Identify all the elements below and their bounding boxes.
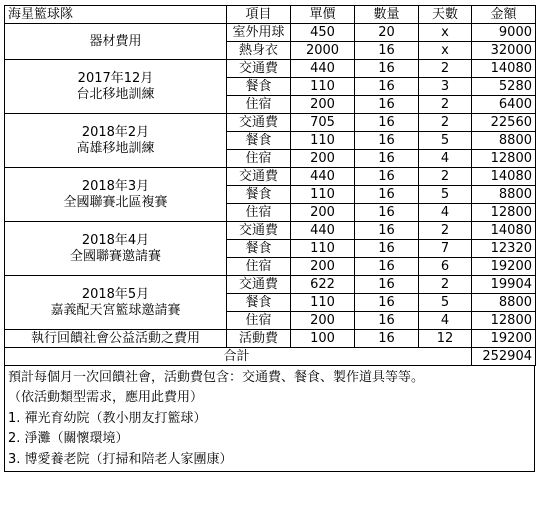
amount-cell: 12320 [472,240,536,258]
group-label-line: 台北移地訓練 [76,86,155,102]
days-cell: 5 [419,294,472,312]
group-label-line: 全國聯賽北區複賽 [63,194,168,210]
amount-cell: 14080 [472,60,536,78]
days-cell: x [419,42,472,60]
days-cell: 2 [419,114,472,132]
item-cell: 住宿 [227,312,291,330]
group-label [5,60,227,114]
group-label-line: 全國聯賽邀請賽 [69,248,161,264]
quantity-cell: 16 [355,60,419,78]
group-label-line: 2018年2月 [81,124,150,140]
amount-cell: 12800 [472,312,536,330]
quantity-cell: 16 [355,330,419,348]
quantity-cell: 16 [355,42,419,60]
quantity-cell: 16 [355,294,419,312]
item-cell: 餐食 [227,132,291,150]
quantity-cell: 20 [355,24,419,42]
item-cell: 餐食 [227,294,291,312]
budget-sheet [4,5,535,472]
quantity-cell: 16 [355,186,419,204]
amount-cell: 19200 [472,330,536,348]
note-line: 2. 淨灘（關懷環境） [8,431,129,447]
quantity-cell: 16 [355,312,419,330]
price-cell: 440 [291,222,355,240]
team-title: 海星籃球隊 [5,6,227,24]
item-cell: 熱身衣 [227,42,291,60]
group-label [5,114,227,168]
header-quantity: 數量 [355,6,419,24]
header-unit-price: 單價 [291,6,355,24]
amount-cell: 32000 [472,42,536,60]
item-cell: 住宿 [227,204,291,222]
days-cell: 5 [419,132,472,150]
price-cell: 200 [291,150,355,168]
price-cell: 200 [291,258,355,276]
days-cell: 2 [419,96,472,114]
table-row [5,60,536,78]
price-cell: 110 [291,186,355,204]
price-cell: 110 [291,294,355,312]
item-cell: 交通費 [227,114,291,132]
price-cell: 622 [291,276,355,294]
group-label [5,222,227,276]
quantity-cell: 16 [355,78,419,96]
quantity-cell: 16 [355,258,419,276]
item-cell: 交通費 [227,168,291,186]
price-cell: 200 [291,312,355,330]
budget-table [4,5,536,366]
budget-table-body [5,6,536,366]
quantity-cell: 16 [355,132,419,150]
header-item: 項目 [227,6,291,24]
days-cell: 2 [419,276,472,294]
amount-cell: 14080 [472,168,536,186]
amount-cell: 8800 [472,294,536,312]
group-label-line: 高雄移地訓練 [76,140,155,156]
item-cell: 交通費 [227,60,291,78]
table-row [5,168,536,186]
table-row [5,24,536,42]
table-row [5,276,536,294]
group-label [5,276,227,330]
days-cell: 7 [419,240,472,258]
item-cell: 活動費 [227,330,291,348]
quantity-cell: 16 [355,276,419,294]
days-cell: 5 [419,186,472,204]
title-row [5,6,536,24]
group-label [5,24,227,60]
days-cell: 2 [419,222,472,240]
price-cell: 200 [291,96,355,114]
amount-cell: 19200 [472,258,536,276]
header-amount: 金額 [472,6,536,24]
group-label-line: 器材費用 [89,33,142,49]
quantity-cell: 16 [355,222,419,240]
notes-box [4,366,535,472]
group-label-line: 執行回饋社會公益活動之費用 [30,330,200,346]
days-cell: 4 [419,150,472,168]
amount-cell: 5280 [472,78,536,96]
table-row [5,222,536,240]
amount-cell: 12800 [472,204,536,222]
group-label [5,330,227,348]
table-row [5,114,536,132]
group-label-line: 嘉義配天宮籃球邀請賽 [50,302,181,318]
amount-cell: 9000 [472,24,536,42]
note-line: 預計每個月一次回饋社會，活動費包含：交通費、餐食、製作道具等等。 [8,370,425,385]
days-cell: 3 [419,78,472,96]
item-cell: 住宿 [227,258,291,276]
total-label: 合計 [5,348,472,366]
days-cell: 4 [419,312,472,330]
amount-cell: 19904 [472,276,536,294]
price-cell: 200 [291,204,355,222]
amount-cell: 22560 [472,114,536,132]
header-days: 天數 [419,6,472,24]
item-cell: 交通費 [227,222,291,240]
total-row [5,348,536,366]
note-line: 3. 博愛養老院（打掃和陪老人家團康） [8,451,233,467]
item-cell: 交通費 [227,276,291,294]
price-cell: 110 [291,78,355,96]
item-cell: 餐食 [227,186,291,204]
quantity-cell: 16 [355,114,419,132]
price-cell: 440 [291,60,355,78]
amount-cell: 6400 [472,96,536,114]
amount-cell: 12800 [472,150,536,168]
note-line: 1. 禪光育幼院（教小朋友打籃球） [8,410,207,426]
group-label-line: 2018年3月 [81,178,150,194]
group-label-line: 2018年4月 [81,232,150,248]
amount-cell: 8800 [472,132,536,150]
price-cell: 705 [291,114,355,132]
days-cell: 2 [419,60,472,78]
group-label-line: 2017年12月 [77,70,154,86]
item-cell: 室外用球 [227,24,291,42]
amount-cell: 8800 [472,186,536,204]
days-cell: 2 [419,168,472,186]
amount-cell: 14080 [472,222,536,240]
days-cell: 4 [419,204,472,222]
days-cell: 12 [419,330,472,348]
item-cell: 住宿 [227,150,291,168]
days-cell: x [419,24,472,42]
item-cell: 住宿 [227,96,291,114]
quantity-cell: 16 [355,150,419,168]
item-cell: 餐食 [227,78,291,96]
note-line: （依活動類型需求，應用此費用） [8,390,204,406]
price-cell: 110 [291,132,355,150]
price-cell: 2000 [291,42,355,60]
item-cell: 餐食 [227,240,291,258]
quantity-cell: 16 [355,240,419,258]
quantity-cell: 16 [355,168,419,186]
days-cell: 6 [419,258,472,276]
price-cell: 440 [291,168,355,186]
price-cell: 450 [291,24,355,42]
group-label-line: 2018年5月 [81,286,150,302]
price-cell: 100 [291,330,355,348]
price-cell: 110 [291,240,355,258]
group-label [5,168,227,222]
quantity-cell: 16 [355,204,419,222]
total-amount: 252904 [472,348,536,366]
table-row [5,330,536,348]
quantity-cell: 16 [355,96,419,114]
